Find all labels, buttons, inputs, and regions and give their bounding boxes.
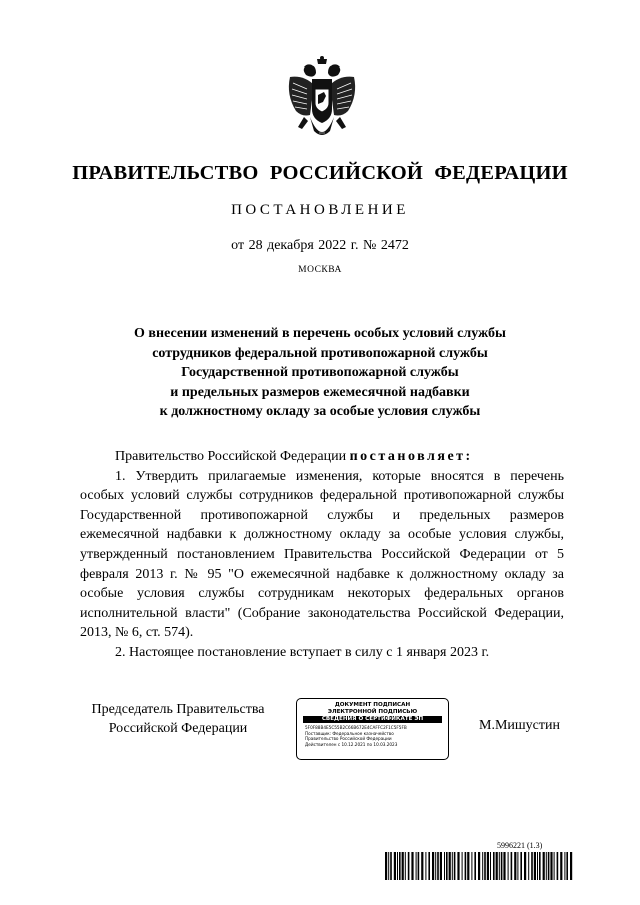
barcode-bar	[435, 852, 436, 880]
barcode-bar	[511, 852, 513, 880]
paragraph-1: 1. Утвердить прилагаемые изменения, которые вносятся в перечень особых условий службы сотрудников федеральной противопожарной службы Государственной противопожарной службы и предельных размеров ежемесячной надбавки к должностному окладу за особые условия службы, утвержденный постановлением Правительства Российской Федерации от 5 февраля 2013 г. № 95 "О ежемесячной надбавке к должностному окладу за особые условия службы сотрудникам некоторых федеральных органов исполнительной власти" (Собрание законодательства Российской Федерации, 2013, № 6, ст. 574).	[80, 468, 564, 641]
barcode-bar	[496, 852, 498, 880]
barcode-bar	[570, 852, 572, 880]
barcode-bar	[537, 852, 538, 880]
electronic-signature-stamp	[296, 698, 449, 760]
stamp-supplier: Поставщик: Федеральное казначейство	[305, 730, 394, 736]
heading-line: и предельных размеров ежемесячной надбавки	[170, 384, 470, 400]
heading-line: к должностному окладу за особые условия службы	[159, 404, 481, 419]
barcode-bar	[432, 852, 434, 880]
barcode-bar	[524, 852, 526, 880]
coat-of-arms-emblem	[284, 55, 360, 151]
barcode-bar	[534, 852, 536, 880]
barcode-bar	[471, 852, 472, 880]
barcode-bar	[503, 852, 505, 880]
heading-line: сотрудников федеральной противопожарной службы	[152, 345, 488, 361]
document-body	[80, 447, 564, 663]
heading-line: О внесении изменений в перечень особых условий службы	[134, 326, 506, 341]
signatory-name: М.Мишустин	[479, 718, 560, 733]
barcode-bar	[418, 852, 420, 880]
barcode-bar	[440, 852, 442, 880]
stamp-validity: Действителен с 10.12.2021 по 10.03.2023	[305, 741, 398, 747]
barcode-bar	[528, 852, 529, 880]
barcode-bar	[385, 852, 387, 880]
barcode-bar	[557, 852, 559, 880]
barcode-bar	[564, 852, 565, 880]
barcode-bar	[446, 852, 448, 880]
barcode-bar	[546, 852, 547, 880]
signatory-title-line: Председатель Правительства	[91, 702, 265, 717]
paragraph-2: 2. Настоящее постановление вступает в силу с 1 января 2023 г.	[115, 644, 490, 660]
barcode-bar	[487, 852, 489, 880]
barcode-bar	[421, 852, 423, 880]
document-date-number: от 28 декабря 2022 г. № 2472	[231, 238, 409, 253]
barcode-bar	[390, 852, 392, 880]
barcode-bar	[499, 852, 500, 880]
document-heading	[80, 324, 560, 422]
barcode-bar	[539, 852, 541, 880]
intro-paragraph	[80, 447, 564, 467]
barcode-bar	[478, 852, 480, 880]
barcode-bar	[402, 852, 404, 880]
stamp-line: ЭЛЕКТРОННОЙ ПОДПИСЬЮ	[327, 708, 418, 715]
barcode-bar	[408, 852, 410, 880]
intro-text: Правительство Российской Федерации	[115, 449, 350, 464]
barcode-bar	[425, 852, 426, 880]
barcode-bar	[454, 852, 456, 880]
barcode-bar	[554, 852, 555, 880]
barcode-bar	[437, 852, 439, 880]
barcode-bar	[520, 852, 522, 880]
barcode-bar	[405, 852, 406, 880]
barcode-bar	[493, 852, 495, 880]
document-city: МОСКВА	[298, 265, 342, 275]
barcode-bar	[548, 852, 550, 880]
barcode-bar	[467, 852, 469, 880]
signatory-title	[78, 700, 278, 738]
barcode-bar	[465, 852, 467, 880]
barcode-bar	[388, 852, 389, 880]
barcode-bar	[394, 852, 396, 880]
barcode-bar	[482, 852, 483, 880]
barcode-bar	[399, 852, 401, 880]
barcode-bar	[452, 852, 453, 880]
document-type: ПОСТАНОВЛЕНИЕ	[231, 202, 409, 218]
barcode-bar	[449, 852, 451, 880]
barcode-bar	[508, 852, 509, 880]
barcode-bar	[474, 852, 476, 880]
stamp-owner: Правительство Российской Федерации	[305, 736, 392, 742]
stamp-certificate-number: 5F0F88B4E5C55B2C66B672E4CAFFC2F1C5F5FB	[305, 725, 407, 730]
barcode-bar	[397, 852, 398, 880]
barcode-bar	[457, 852, 459, 880]
stamp-header	[297, 702, 448, 715]
stamp-certificate-band: СВЕДЕНИЯ О СЕРТИФИКАТЕ ЭП	[303, 716, 442, 723]
government-title: ПРАВИТЕЛЬСТВО РОССИЙСКОЙ ФЕДЕРАЦИИ	[72, 162, 568, 184]
barcode-bar	[531, 852, 533, 880]
signatory-title-line: Российской Федерации	[108, 721, 248, 736]
barcode-bar	[484, 852, 486, 880]
barcode-bar	[501, 852, 503, 880]
barcode-number: 5996221 (1.3)	[497, 841, 543, 850]
barcode	[385, 852, 575, 880]
stamp-line: ДОКУМЕНТ ПОДПИСАН	[334, 702, 411, 708]
resolves-word: постановляет:	[349, 449, 473, 464]
barcode-bar	[428, 852, 430, 880]
barcode-bar	[462, 852, 463, 880]
barcode-bar	[444, 852, 445, 880]
barcode-bar	[560, 852, 562, 880]
barcode-bar	[411, 852, 413, 880]
barcode-bar	[514, 852, 516, 880]
heading-line: Государственной противопожарной службы	[181, 365, 459, 380]
barcode-bar	[566, 852, 568, 880]
barcode-bar	[416, 852, 417, 880]
barcode-bar	[490, 852, 491, 880]
barcode-bar	[543, 852, 545, 880]
barcode-bar	[517, 852, 518, 880]
barcode-bar	[550, 852, 552, 880]
